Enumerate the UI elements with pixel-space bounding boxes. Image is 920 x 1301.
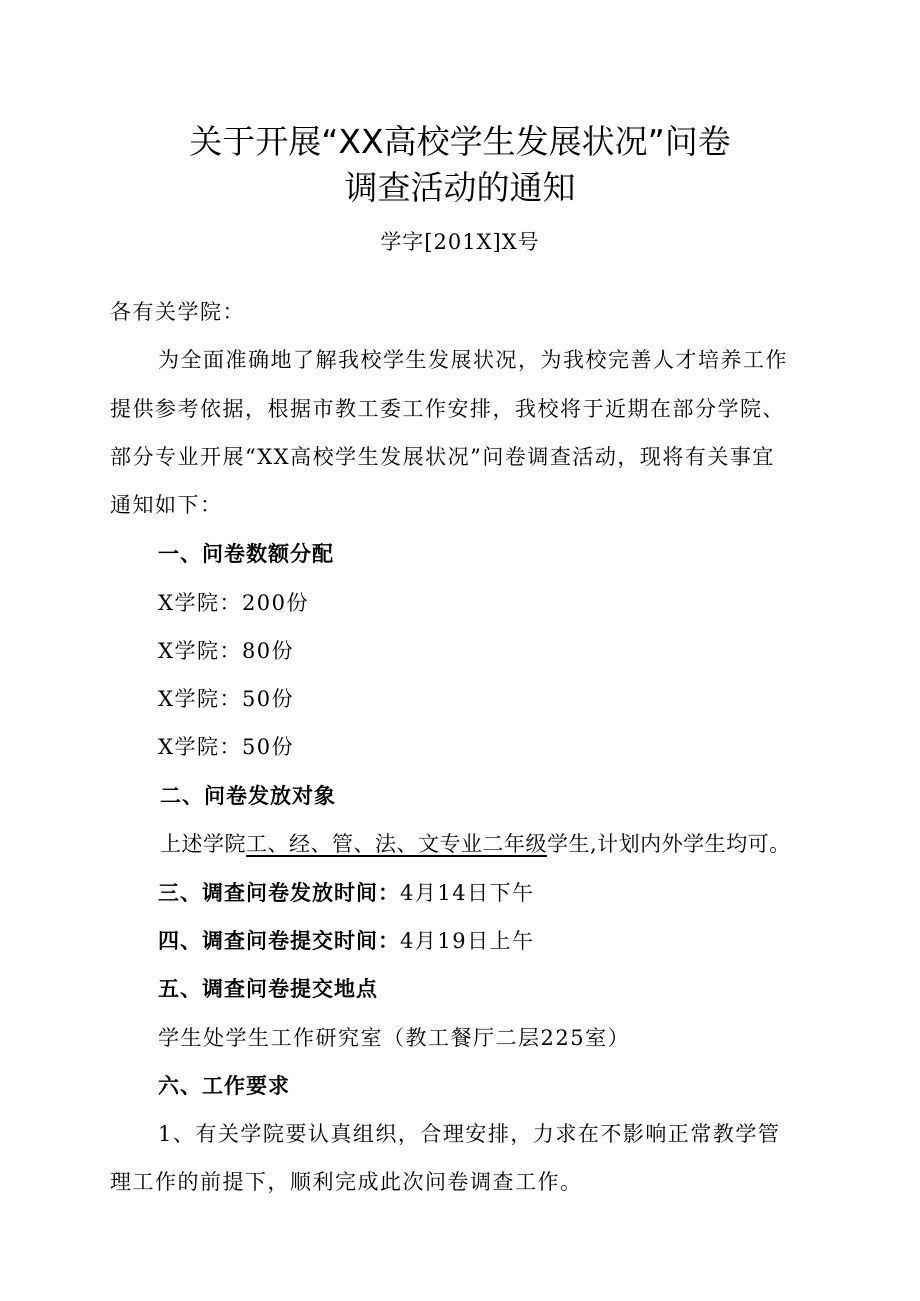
section-6-heading: 六、工作要求 (158, 1074, 290, 1098)
intro-line-3: 部分专业开展“XX高校学生发展状况”问卷调查活动，现将有关事宜 (110, 445, 775, 469)
section-5-heading: 五、调查问卷提交地点 (158, 977, 378, 1001)
target-text-prefix: 上述学院 (160, 832, 246, 856)
salutation: 各有关学院： (110, 300, 245, 324)
quota-item: X学院：50份 (158, 735, 295, 759)
section-3-heading: 三、调查问卷发放时间： (158, 881, 400, 905)
section-2-text (160, 830, 791, 858)
target-text-suffix: 学生,计划内外学生均可。 (547, 832, 791, 856)
document-number: 学字[201X]X号 (380, 230, 540, 254)
document-title-line-2: 调查活动的通知 (344, 168, 576, 207)
intro-line-4: 通知如下： (110, 493, 223, 517)
section-4-line (158, 927, 535, 955)
section-1-heading: 一、问卷数额分配 (158, 542, 334, 566)
section-2-heading: 二、问卷发放对象 (160, 784, 336, 808)
quota-item: X学院：50份 (158, 687, 295, 711)
intro-line-1: 为全面准确地了解我校学生发展状况，为我校完善人才培养工作 (158, 348, 788, 372)
intro-line-2: 提供参考依据，根据市教工委工作安排，我校将于近期在部分学院、 (110, 397, 785, 421)
quota-item: X学院：80份 (158, 639, 295, 663)
target-majors-underlined: 工、经、管、法、文专业二年级 (246, 832, 547, 856)
submission-time: 4月19日上午 (400, 929, 535, 953)
distribution-time: 4月14日下午 (400, 881, 535, 905)
requirement-1-line-2: 理工作的前提下，顺利完成此次问卷调查工作。 (110, 1170, 583, 1194)
quota-item: X学院：200份 (158, 591, 310, 615)
submission-location: 学生处学生工作研究室（教工餐厅二层225室） (158, 1026, 631, 1050)
section-4-heading: 四、调查问卷提交时间： (158, 929, 400, 953)
section-3-line (158, 879, 535, 907)
document-title-line-1: 关于开展“XX高校学生发展状况”问卷 (189, 122, 731, 161)
requirement-1-line-1: 1、有关学院要认真组织，合理安排，力求在不影响正常教学管 (158, 1122, 781, 1146)
